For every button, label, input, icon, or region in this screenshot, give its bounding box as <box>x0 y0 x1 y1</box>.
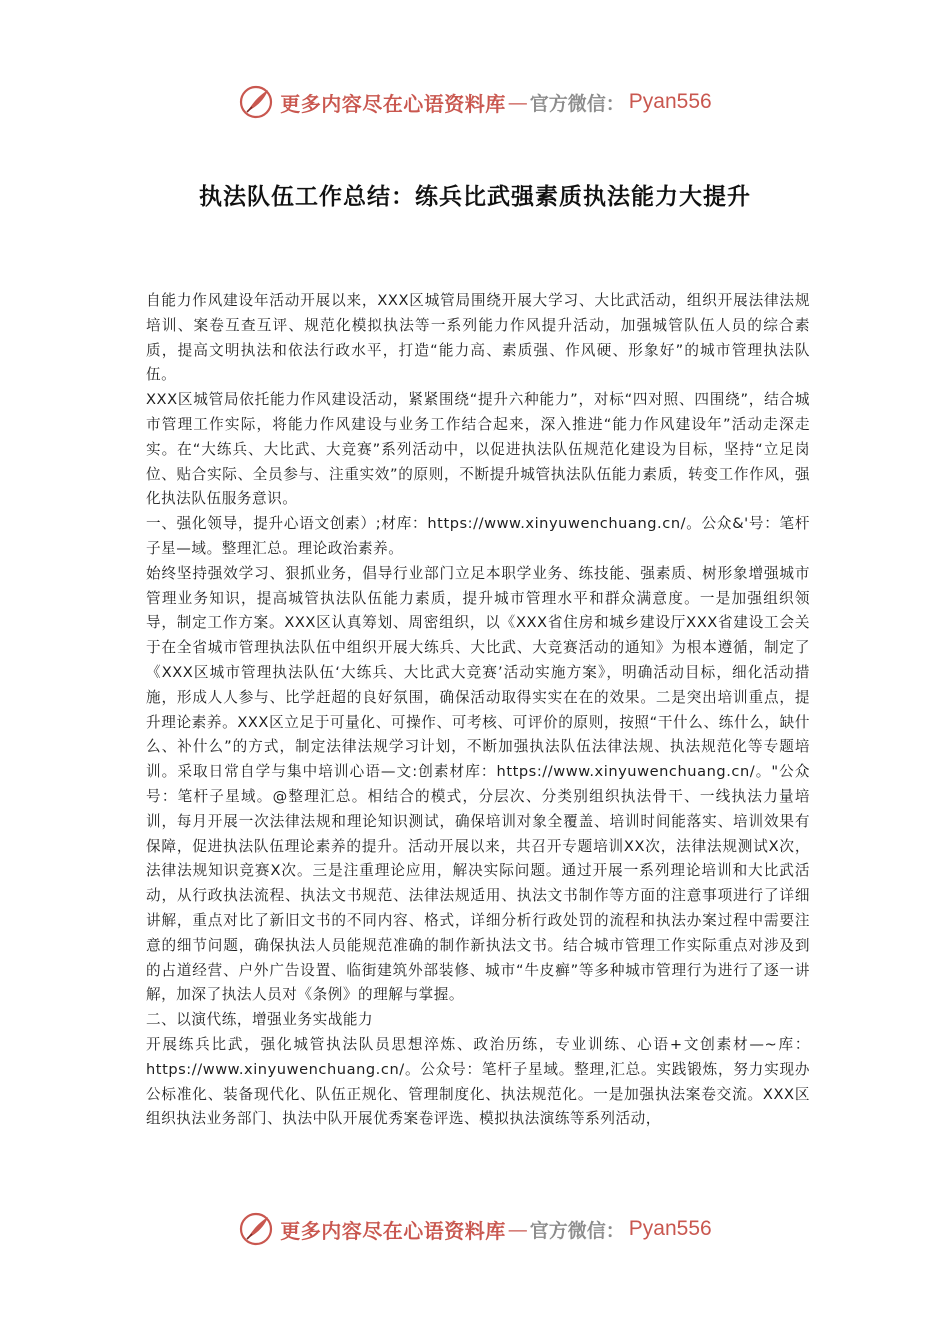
banner-dash: — <box>507 1217 528 1241</box>
banner-main-text: 更多内容尽在心语资料库 <box>280 1218 506 1243</box>
banner-wechat-label: 官方微信： <box>529 92 625 115</box>
section-heading-1: 一、强化领导，提升心语文创素）;材库：https://www.xinyuwenchuang.cn/。公众&'号：笔杆子星—域。整理汇总。理论政治素养。 <box>146 515 810 557</box>
paragraph-section-1: 始终坚持强效学习、狠抓业务，倡导行业部门立足本职学业务、练技能、强素质、树形象增强城市管理业务知识，提高城管执法队伍能力素质，提升城市管理水平和群众满意度。一是加强组织领导，制定工作方案。XXX区认真筹划、周密组织，以《XXX省住房和城乡建设厅XXX省建设工会关于在全省城市管理执法队伍中组织开展大练兵、大比武、大竞赛活动的通知》为根本遵循，制定了《XXX区城市管理执法队伍‘大练兵、大比武大竞赛’活动实施方案》，明确活动目标，细化活动措施，形成人人参与、比学赶超的良好氛围，确保活动取得实实在在的效果。二是突出培训重点，提升理论素养。XXX区立足于可量化、可操作、可考核、可评价的原则，按照“干什么、练什么，缺什么、补什么”的方式，制定法律法规学习计划，不断加强执法队伍法律法规、执法规范化等专题培训。采取日常自学与集中培训心语—文:创素材库：https://www.xinyuwenchuang.cn/。"公众号：笔杆子星域。@整理汇总。相结合的模式，分层次、分类别组织执法骨干、一线执法力量培训，每月开展一次法律法规和理论知识测试，确保培训对象全覆盖、培训时间能落实、培训效果有保障，促进执法队伍理论素养的提升。活动开展以来，共召开专题培训XX次，法律法规测试X次，法律法规知识竞赛X次。三是注重理论应用，解决实际问题。通过开展一系列理论培训和大比武活动，从行政执法流程、执法文书规范、法律法规适用、执法文书制作等方面的注意事项进行了详细讲解，重点对比了新旧文书的不同内容、格式，详细分析行政处罚的流程和执法办案过程中需要注意的细节问题，确保执法人员能规范准确的制作新执法文书。结合城市管理工作实际重点对涉及到的占道经营、户外广告设置、临街建筑外部装修、城市“牛皮癣”等多种城市管理行为进行了逐一讲解，加深了执法人员对《条例》的理解与掌握。 <box>146 564 810 1004</box>
banner-dash: — <box>507 90 528 114</box>
quill-logo-icon <box>238 84 274 120</box>
banner-wechat-id: Pyan556 <box>628 90 712 113</box>
header-banner <box>0 82 950 122</box>
banner-main-text: 更多内容尽在心语资料库 <box>280 91 506 116</box>
paragraph-section-2: 开展练兵比武，强化城管执法队员思想淬炼、政治历练，专业训练、心语+文创素材—~库：https://www.xinyuwenchuang.cn/。公众号：笔杆子星域。整理,汇总。实践锻炼，努力实现办公标准化、装备现代化、队伍正规化、管理制度化、执法规范化。一是加强执法案卷交流。XXX区组织执法业务部门、执法中队开展优秀案卷评选、模拟执法演练等系列活动， <box>146 1035 810 1128</box>
paragraph-overview: XXX区城管局依托能力作风建设活动，紧紧围绕“提升六种能力”，对标“四对照、四围绕”，结合城市管理工作实际，将能力作风建设与业务工作结合起来，深入推进“能力作风建设年”活动走深走实。在“大练兵、大比武、大竞赛”系列活动中，以促进执法队伍规范化建设为目标，坚持“立足岗位、贴合实际、全员参与、注重实效”的原则，不断提升城管执法队伍能力素质，转变工作作风，强化执法队伍服务意识。 <box>146 391 810 508</box>
quill-logo-icon <box>238 1211 274 1247</box>
document-body <box>146 289 810 1132</box>
footer-banner <box>0 1209 950 1249</box>
banner-wechat-label: 官方微信： <box>529 1219 625 1242</box>
paragraph-intro: 自能力作风建设年活动开展以来，XXX区城管局围绕开展大学习、大比武活动，组织开展法律法规培训、案卷互查互评、规范化模拟执法等一系列能力作风提升活动，加强城管队伍人员的综合素质，提高文明执法和依法行政水平，打造“能力高、素质强、作风硬、形象好”的城市管理执法队伍。 <box>146 292 810 384</box>
document-title: 执法队伍工作总结：练兵比武强素质执法能力大提升 <box>199 183 751 210</box>
section-heading-2: 二、以演代练，增强业务实战能力 <box>146 1011 374 1029</box>
banner-wechat-id: Pyan556 <box>628 1217 712 1240</box>
